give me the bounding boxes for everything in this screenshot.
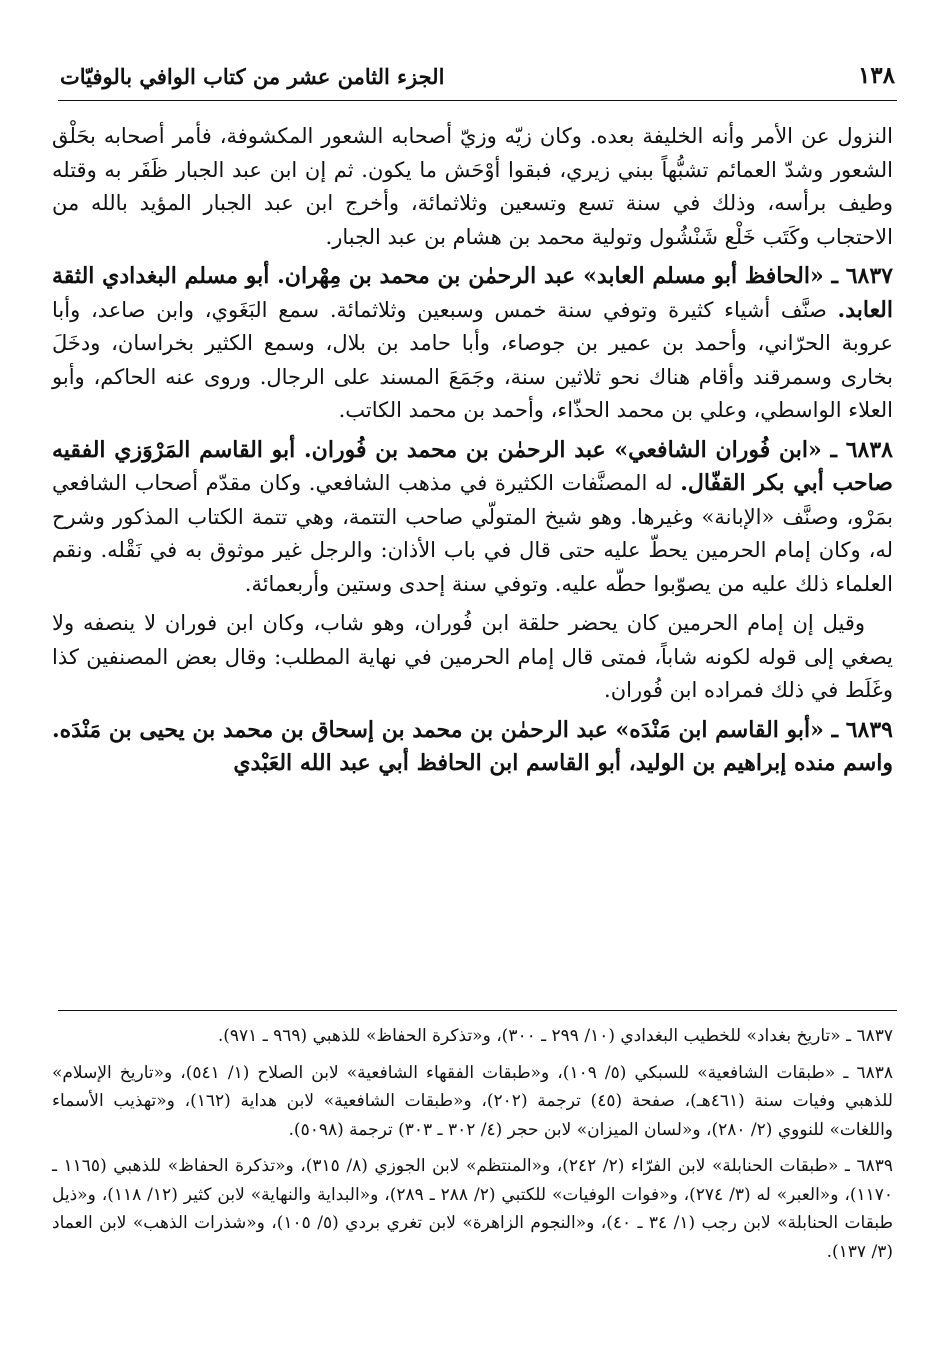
- footnote-6837: ٦٨٣٧ ـ «تاريخ بغداد» للخطيب البغدادي (١٠/ ٢٩٩ ـ ٣٠٠)، و«تذكرة الحفاظ» للذهبي (٩٦٩ ـ ٩٧١).: [217, 1026, 893, 1046]
- paragraph-anecdote: وقيل إن إمام الحرمين كان يحضر حلقة ابن فُوران، وهو شاب، وكان ابن فوران لا ينصفه ولا يصغي إلى قوله لكونه شاباً، فمتى قال إمام الحرمين في نهاية المطلب: وقال بعض المصنفين كذا وغَلَط في ذلك فمراده ابن فُوران.: [52, 611, 893, 702]
- entry-6839: [52, 714, 893, 781]
- header-divider: [58, 100, 897, 101]
- entry-6837-text: صنَّف أشياء كثيرة وتوفي سنة خمس وسبعين وثلاثمائة. سمع البَغَوي، وابن صاعد، وأبا عروبة الحرّاني، وأحمد بن عمير بن جوصاء، وأبا حامد بن بلال، وسمع الكثير بخراسان، ودخَلَ بخارى وسمرقند وأقام هناك نحو ثلاثين سنة، وجَمَعَ المسند على الرجال. وروى عنه الحاكم، وأبو العلاء الواسطي، وعلي بن محمد الحذّاء، وأحمد بن محمد الكاتب.: [52, 297, 893, 422]
- entry-6838-heading: ٦٨٣٨ ـ «ابن فُوران الشافعي» عبد الرحمٰن بن محمد بن فُوران. أبو القاسم المَرْوَزي الفقيه صاحب أبي بكر القفّال.: [52, 436, 893, 496]
- footnotes: [52, 1022, 893, 1274]
- footnote-divider: [58, 1010, 897, 1011]
- paragraph-continuation: النزول عن الأمر وأنه الخليفة بعده. وكان زيّه وزيّ أصحابه الشعور المكشوفة، فأمر أصحابه بحَلْق الشعور وشدّ العمائم تشبُّهاً ببني زيري، فبقوا أوْحَش ما يكون. ثم إن ابن عبد الجبار ظَفَر به وقتله وطيف برأسه، وذلك في سنة تسع وتسعين وثلاثمائة، وأخرج ابن عبد الجبار المؤيد بالله من الاحتجاب وكَتَب خَلْع شَنْشُول وتولية محمد بن هشام بن عبد الجبار.: [52, 124, 893, 249]
- entry-6838-text: له المصنَّفات الكثيرة في مذهب الشافعي. وكان مقدّم أصحاب الشافعي بمَرْو، وصنَّف «الإبانة» وغيرها. وهو شيخ المتولّي صاحب التتمة، وهي تتمة الكتاب المذكور وشرح له، وكان إمام الحرمين يحطّ عليه حتى قال في باب الأذان: والرجل غير موثوق به في نَقْله. ونقم العلماء ذلك عليه من يصوّبوا حطّه عليه. وتوفي سنة إحدى وستين وأربعمائة.: [52, 471, 893, 596]
- entry-6837-heading: ٦٨٣٧ ـ «الحافظ أبو مسلم العابد» عبد الرحمٰن بن محمد بن مِهْران. أبو مسلم البغدادي الثقة العابد.: [52, 263, 893, 323]
- entry-6838: [52, 434, 893, 602]
- main-text: [52, 120, 893, 787]
- entry-6839-heading: ٦٨٣٩ ـ «أبو القاسم ابن مَنْدَه» عبد الرحمٰن بن محمد بن إسحاق بن محمد بن يحيى بن مَنْدَه. واسم منده إبراهيم بن الوليد، أبو القاسم ابن الحافظ أبي عبد الله العَبْدي: [52, 716, 893, 776]
- running-title: الجزء الثامن عشر من كتاب الوافي بالوفيّات: [60, 64, 445, 89]
- footnote-6838: ٦٨٣٨ ـ «طبقات الشافعية» للسبكي (٥/ ١٠٩)، و«طبقات الفقهاء الشافعية» لابن الصلاح (١/ ٥٤١)، و«تاريخ الإسلام» للذهبي وفيات سنة (٤٦١هـ)، صفحة (٤٥) ترجمة (٢٠٢)، و«طبقات الشافعية» لابن هداية (١٦٢)، و«تهذيب الأسماء واللغات» للنووي (٢/ ٢٨٠)، و«لسان الميزان» لابن حجر (٤/ ٣٠٢ ـ ٣٠٣) ترجمة (٥٠٩٨).: [52, 1062, 893, 1140]
- page-header: [60, 62, 895, 98]
- entry-6837: [52, 260, 893, 428]
- footnote-6839: ٦٨٣٩ ـ «طبقات الحنابلة» لابن الفرّاء (٢/ ٢٤٢)، و«المنتظم» لابن الجوزي (٨/ ٣١٥)، و«تذكرة الحفاظ» للذهبي (١١٦٥ ـ ١١٧٠)، و«العبر» له (٣/ ٢٧٤)، و«فوات الوفيات» للكتبي (٢/ ٢٨٨ ـ ٢٨٩)، و«البداية والنهاية» لابن كثير (١٢/ ١١٨)، و«ذيل طبقات الحنابلة» لابن رجب (١/ ٣٤ ـ ٤٠)، و«النجوم الزاهرة» لابن تغري بردي (٥/ ١٠٥)، و«شذرات الذهب» لابن العماد (٣/ ١٣٧).: [52, 1156, 893, 1262]
- page-number: ١٣٨: [857, 62, 895, 89]
